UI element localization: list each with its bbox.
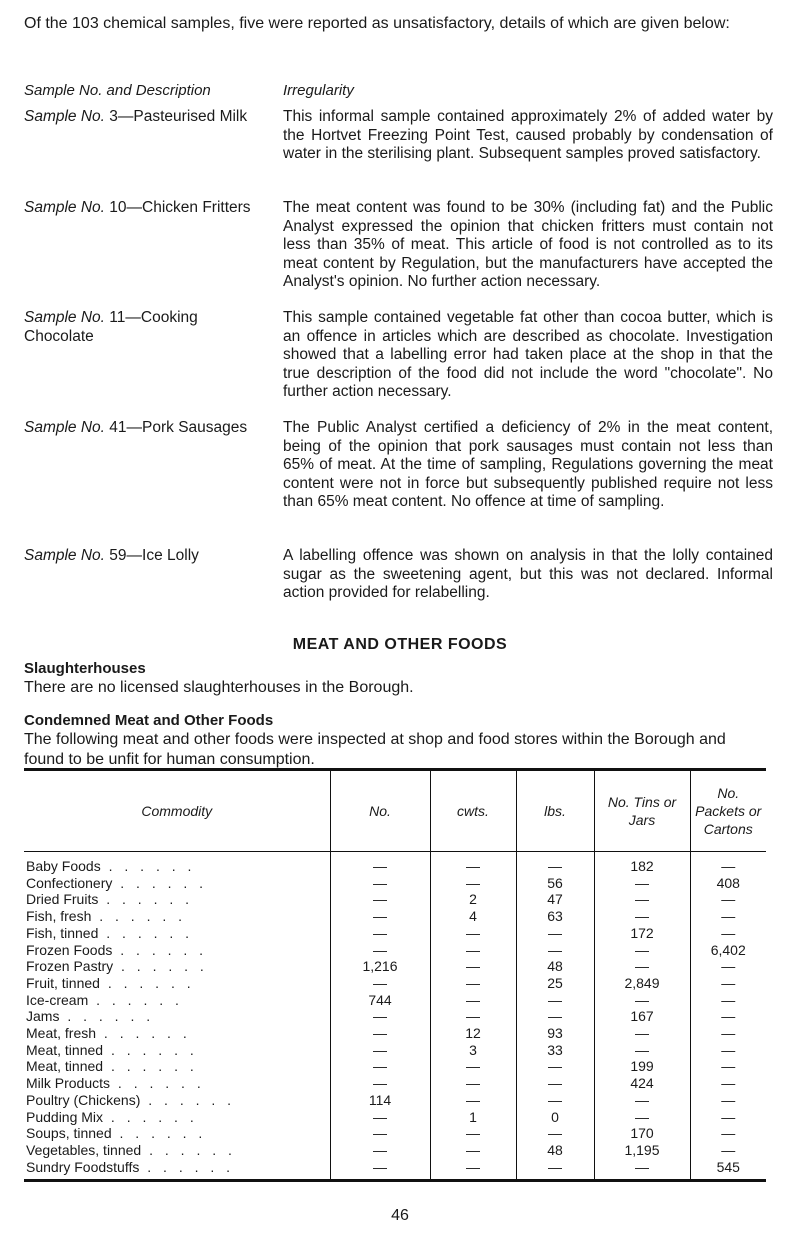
cell-tins: — bbox=[594, 992, 690, 1009]
cell-lbs: — bbox=[516, 1159, 594, 1181]
leader-dots: . . . . . . bbox=[103, 1058, 198, 1075]
cell-lbs: 48 bbox=[516, 1142, 594, 1159]
cell-packets: — bbox=[690, 908, 766, 925]
table-row bbox=[24, 1109, 766, 1126]
table-row bbox=[24, 1008, 766, 1025]
leader-dots: . . . . . . bbox=[113, 958, 208, 975]
cell-no: — bbox=[330, 852, 430, 875]
cell-packets: 545 bbox=[690, 1159, 766, 1181]
header-cwts: cwts. bbox=[430, 770, 516, 852]
cell-lbs: 25 bbox=[516, 975, 594, 992]
condemned-foods-table bbox=[24, 768, 766, 1182]
cell-no: — bbox=[330, 1058, 430, 1075]
cell-cwts: 1 bbox=[430, 1109, 516, 1126]
cell-tins: 182 bbox=[594, 852, 690, 875]
slaughterhouses-text: There are no licensed slaughterhouses in the Borough. bbox=[24, 679, 414, 696]
header-no: No. bbox=[330, 770, 430, 852]
cell-cwts: — bbox=[430, 1092, 516, 1109]
table-row bbox=[24, 958, 766, 975]
column-header-irregularity: Irregularity bbox=[283, 82, 354, 99]
cell-lbs: — bbox=[516, 992, 594, 1009]
cell-packets: — bbox=[690, 1125, 766, 1142]
table-row bbox=[24, 1142, 766, 1159]
cell-lbs: — bbox=[516, 925, 594, 942]
cell-packets: 408 bbox=[690, 875, 766, 892]
cell-no: — bbox=[330, 875, 430, 892]
cell-no: — bbox=[330, 1075, 430, 1092]
table-row bbox=[24, 1058, 766, 1075]
cell-packets: — bbox=[690, 1058, 766, 1075]
cell-no: — bbox=[330, 975, 430, 992]
cell-tins: — bbox=[594, 1159, 690, 1181]
cell-no: — bbox=[330, 1159, 430, 1181]
sample-irregularity: This sample contained vegetable fat other than cocoa butter, which is an offence in articles which are described as chocolate. Investigation showed that a labelling error had taken place at the shop in that the true description of the food did not include the word "chocolate". No further action necessary. bbox=[283, 309, 773, 400]
cell-no: 744 bbox=[330, 992, 430, 1009]
cell-tins: 199 bbox=[594, 1058, 690, 1075]
cell-commodity: Fish, tinned . . . . . . bbox=[26, 924, 194, 941]
cell-packets: — bbox=[690, 1142, 766, 1159]
cell-cwts: — bbox=[430, 852, 516, 875]
sample-label: Sample No. bbox=[24, 547, 105, 564]
cell-no: — bbox=[330, 925, 430, 942]
sample-description: 10—Chicken Fritters bbox=[109, 199, 251, 216]
cell-lbs: 93 bbox=[516, 1025, 594, 1042]
cell-packets: — bbox=[690, 1075, 766, 1092]
leader-dots: . . . . . . bbox=[110, 1075, 205, 1092]
cell-no: — bbox=[330, 1008, 430, 1025]
table-row bbox=[24, 1125, 766, 1142]
cell-commodity: Milk Products . . . . . . bbox=[26, 1075, 205, 1092]
cell-no: — bbox=[330, 1109, 430, 1126]
leader-dots: . . . . . . bbox=[98, 891, 194, 908]
cell-tins: — bbox=[594, 1109, 690, 1126]
leader-dots: . . . . . . bbox=[141, 1141, 236, 1158]
cell-commodity: Soups, tinned . . . . . . bbox=[26, 1125, 207, 1142]
sample-label: Sample No. bbox=[24, 309, 105, 326]
cell-cwts: — bbox=[430, 1008, 516, 1025]
cell-lbs: — bbox=[516, 1075, 594, 1092]
cell-tins: 1,195 bbox=[594, 1142, 690, 1159]
cell-packets: — bbox=[690, 992, 766, 1009]
cell-lbs: 48 bbox=[516, 958, 594, 975]
cell-cwts: 3 bbox=[430, 1042, 516, 1059]
cell-lbs: — bbox=[516, 852, 594, 875]
cell-cwts: — bbox=[430, 1159, 516, 1181]
cell-cwts: — bbox=[430, 975, 516, 992]
cell-cwts: — bbox=[430, 1125, 516, 1142]
cell-tins: — bbox=[594, 942, 690, 959]
table-row bbox=[24, 852, 766, 875]
header-commodity: Commodity bbox=[24, 770, 330, 852]
sample-label: Sample No. bbox=[24, 419, 105, 436]
cell-lbs: 47 bbox=[516, 891, 594, 908]
cell-commodity: Jams . . . . . . bbox=[26, 1008, 155, 1025]
header-tins: No. Tins or Jars bbox=[594, 770, 690, 852]
cell-commodity: Dried Fruits . . . . . . bbox=[26, 891, 194, 908]
cell-cwts: 2 bbox=[430, 891, 516, 908]
cell-cwts: — bbox=[430, 1142, 516, 1159]
table-row bbox=[24, 908, 766, 925]
leader-dots: . . . . . . bbox=[139, 1158, 235, 1175]
cell-commodity: Sundry Foodstuffs . . . . . . bbox=[26, 1158, 235, 1175]
leader-dots: . . . . . . bbox=[99, 974, 195, 991]
leader-dots: . . . . . . bbox=[91, 908, 187, 925]
cell-no: 1,216 bbox=[330, 958, 430, 975]
cell-cwts: — bbox=[430, 1058, 516, 1075]
leader-dots: . . . . . . bbox=[88, 991, 183, 1008]
leader-dots: . . . . . . bbox=[59, 1008, 155, 1025]
cell-tins: — bbox=[594, 875, 690, 892]
sample-description: 3—Pasteurised Milk bbox=[109, 108, 248, 125]
page-number: 46 bbox=[391, 1207, 409, 1224]
slaughterhouses-heading: Slaughterhouses bbox=[24, 660, 146, 677]
table-row bbox=[24, 975, 766, 992]
leader-dots: . . . . . . bbox=[96, 1025, 191, 1042]
table-row bbox=[24, 1042, 766, 1059]
cell-tins: — bbox=[594, 1092, 690, 1109]
column-header-description: Sample No. and Description bbox=[24, 82, 211, 99]
cell-packets: — bbox=[690, 1042, 766, 1059]
section-title: MEAT AND OTHER FOODS bbox=[292, 636, 508, 653]
table-row bbox=[24, 875, 766, 892]
cell-tins: — bbox=[594, 958, 690, 975]
leader-dots: . . . . . . bbox=[111, 1125, 207, 1142]
cell-lbs: 0 bbox=[516, 1109, 594, 1126]
cell-tins: 2,849 bbox=[594, 975, 690, 992]
cell-commodity: Meat, tinned . . . . . . bbox=[26, 1058, 198, 1075]
leader-dots: . . . . . . bbox=[103, 1041, 198, 1058]
header-packets: No. Packets or Cartons bbox=[690, 770, 766, 852]
cell-commodity: Meat, fresh . . . . . . bbox=[26, 1025, 191, 1042]
cell-tins: — bbox=[594, 908, 690, 925]
sample-irregularity: This informal sample contained approximately 2% of added water by the Hortvet Freezing Point Test, caused probably by condensation of water in the sterilising plant. Subsequent samples proved satisfactory. bbox=[283, 108, 773, 162]
cell-lbs: — bbox=[516, 1008, 594, 1025]
leader-dots: . . . . . . bbox=[103, 1108, 198, 1125]
cell-no: — bbox=[330, 1125, 430, 1142]
cell-no: 114 bbox=[330, 1092, 430, 1109]
leader-dots: . . . . . . bbox=[112, 941, 208, 958]
cell-lbs: 33 bbox=[516, 1042, 594, 1059]
table-row bbox=[24, 1075, 766, 1092]
table-header-row bbox=[24, 770, 766, 852]
table-row bbox=[24, 1092, 766, 1109]
table-row bbox=[24, 1159, 766, 1181]
sample-irregularity: A labelling offence was shown on analysis in that the lolly contained sugar as the sweetening agent, but this was not declared. Informal action provided for relabelling. bbox=[283, 547, 773, 601]
leader-dots: . . . . . . bbox=[98, 924, 194, 941]
table-row bbox=[24, 942, 766, 959]
cell-no: — bbox=[330, 942, 430, 959]
sample-irregularity: The Public Analyst certified a deficiency of 2% in the meat content, being of the opinion that pork sausages must contain not less than 65% of meat. At the time of sampling, Regulations governing the meat content were not in force but subsequently published require not less than 65% meat content. No offence at time of sampling. bbox=[283, 419, 773, 510]
sample-description: 11—Cooking Chocolate bbox=[24, 309, 198, 345]
sample-description: 59—Ice Lolly bbox=[109, 547, 199, 564]
header-lbs: lbs. bbox=[516, 770, 594, 852]
condemned-heading: Condemned Meat and Other Foods bbox=[24, 712, 274, 729]
cell-lbs: — bbox=[516, 942, 594, 959]
cell-packets: — bbox=[690, 1025, 766, 1042]
cell-packets: — bbox=[690, 958, 766, 975]
sample-description: 41—Pork Sausages bbox=[109, 419, 248, 436]
cell-commodity: Confectionery . . . . . . bbox=[26, 874, 208, 891]
table-row bbox=[24, 891, 766, 908]
table-row bbox=[24, 992, 766, 1009]
cell-no: — bbox=[330, 1025, 430, 1042]
cell-cwts: 4 bbox=[430, 908, 516, 925]
cell-packets: — bbox=[690, 1109, 766, 1126]
cell-tins: — bbox=[594, 1042, 690, 1059]
cell-lbs: — bbox=[516, 1125, 594, 1142]
cell-cwts: — bbox=[430, 992, 516, 1009]
cell-commodity: Poultry (Chickens) . . . . . . bbox=[26, 1091, 236, 1108]
sample-label: Sample No. bbox=[24, 199, 105, 216]
cell-cwts: — bbox=[430, 875, 516, 892]
cell-no: — bbox=[330, 908, 430, 925]
condemned-text: The following meat and other foods were inspected at shop and food stores within the Borough and found to be unfit for human consumption. bbox=[24, 731, 726, 768]
cell-commodity: Meat, tinned . . . . . . bbox=[26, 1041, 198, 1058]
cell-lbs: 56 bbox=[516, 875, 594, 892]
intro-paragraph: Of the 103 chemical samples, five were reported as unsatisfactory, details of which are given below: bbox=[24, 15, 730, 32]
cell-tins: 424 bbox=[594, 1075, 690, 1092]
cell-packets: 6,402 bbox=[690, 942, 766, 959]
leader-dots: . . . . . . bbox=[100, 858, 196, 874]
cell-packets: — bbox=[690, 925, 766, 942]
cell-commodity: Frozen Foods . . . . . . bbox=[26, 941, 208, 958]
cell-commodity: Pudding Mix . . . . . . bbox=[26, 1108, 198, 1125]
cell-cwts: — bbox=[430, 1075, 516, 1092]
cell-tins: 167 bbox=[594, 1008, 690, 1025]
cell-packets: — bbox=[690, 891, 766, 908]
cell-lbs: — bbox=[516, 1058, 594, 1075]
cell-commodity: Vegetables, tinned . . . . . . bbox=[26, 1141, 236, 1158]
cell-lbs: 63 bbox=[516, 908, 594, 925]
cell-no: — bbox=[330, 1142, 430, 1159]
cell-commodity: Frozen Pastry . . . . . . bbox=[26, 958, 208, 975]
table-row bbox=[24, 925, 766, 942]
cell-tins: 170 bbox=[594, 1125, 690, 1142]
cell-tins: — bbox=[594, 891, 690, 908]
cell-cwts: — bbox=[430, 942, 516, 959]
cell-tins: — bbox=[594, 1025, 690, 1042]
cell-no: — bbox=[330, 1042, 430, 1059]
cell-cwts: — bbox=[430, 958, 516, 975]
leader-dots: . . . . . . bbox=[112, 874, 208, 891]
sample-label: Sample No. bbox=[24, 108, 105, 125]
cell-cwts: 12 bbox=[430, 1025, 516, 1042]
cell-lbs: — bbox=[516, 1092, 594, 1109]
leader-dots: . . . . . . bbox=[140, 1091, 236, 1108]
cell-cwts: — bbox=[430, 925, 516, 942]
cell-commodity: Fish, fresh . . . . . . bbox=[26, 908, 187, 925]
cell-packets: — bbox=[690, 1008, 766, 1025]
cell-packets: — bbox=[690, 1092, 766, 1109]
table-row bbox=[24, 1025, 766, 1042]
sample-irregularity: The meat content was found to be 30% (including fat) and the Public Analyst expressed the opinion that chicken fritters must contain not less than 35% of meat. This article of food is not controlled as to its meat content by Regulation, but the manufacturers have accepted the Analyst's opinion. No further action necessary. bbox=[283, 199, 773, 290]
cell-commodity: Baby Foods . . . . . . bbox=[26, 858, 196, 874]
cell-commodity: Ice-cream . . . . . . bbox=[26, 991, 183, 1008]
cell-packets: — bbox=[690, 852, 766, 875]
cell-no: — bbox=[330, 891, 430, 908]
cell-packets: — bbox=[690, 975, 766, 992]
cell-commodity: Fruit, tinned . . . . . . bbox=[26, 974, 195, 991]
cell-tins: 172 bbox=[594, 925, 690, 942]
